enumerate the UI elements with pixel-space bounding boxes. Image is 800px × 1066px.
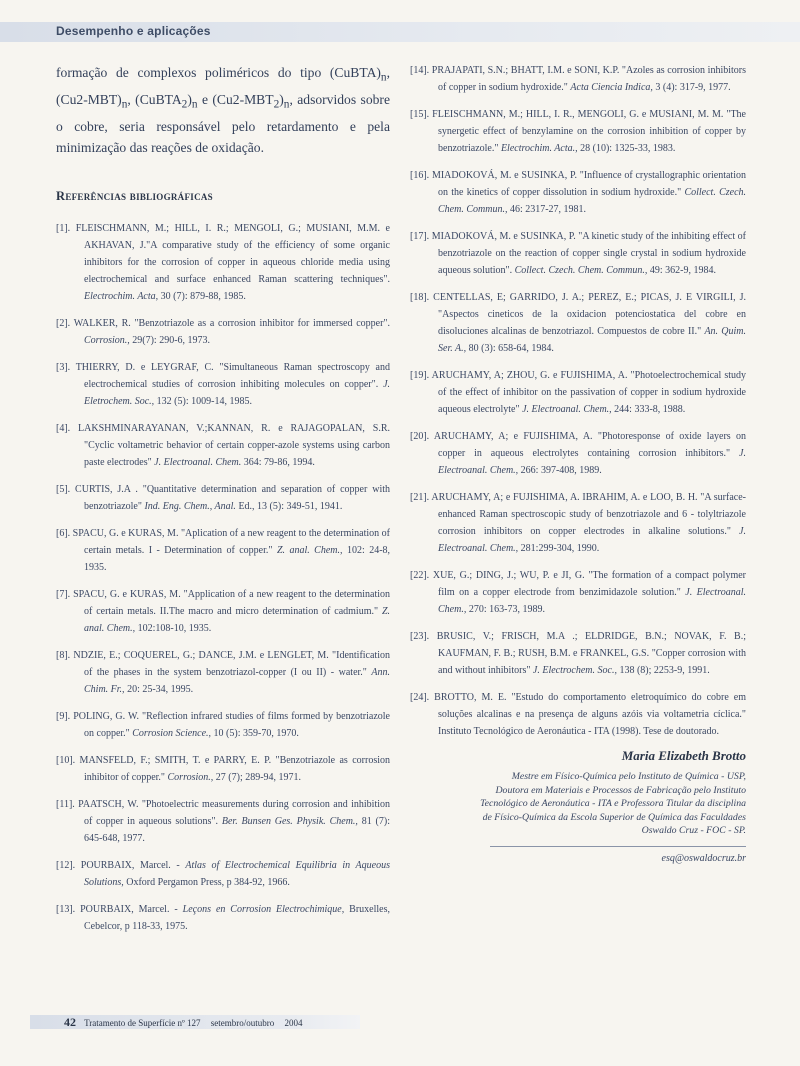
reference-text: [3]. THIERRY, D. e LEYGRAF, C. "Simultaneous Raman spectroscopy and electrochemical studies of corrosion inhibiting molecules on copper".: [56, 361, 390, 390]
page-number: 42: [64, 1015, 76, 1029]
reference-text: [15]. FLEISCHMANN, M.; HILL, I. R., MENGOLI, G. e MUSIANI, M. M. "The synergetic effect of benzylamine on the corrosion inhibition of copper by benzotriazole.": [410, 109, 746, 154]
author-credentials: [410, 770, 746, 838]
reference-details: 28 (10): 1325-33, 1983.: [577, 143, 676, 154]
reference-item: [56, 481, 390, 515]
reference-text: [12]. POURBAIX, Marcel. -: [56, 859, 180, 871]
left-column: [56, 62, 390, 945]
reference-details: 244: 333-8, 1988.: [611, 404, 686, 415]
reference-source: Ind. Eng. Chem., Anal.: [144, 500, 236, 512]
reference-text: [20]. ARUCHAMY, A; e FUJISHIMA, A. "Photoresponse of oxide layers on copper in aqueous electrolytes containing corrosion inhibitors.": [410, 431, 746, 459]
reference-item: [410, 567, 746, 618]
reference-source: J. Electrochem. Soc.,: [532, 665, 617, 676]
reference-text: [1]. FLEISCHMANN, M.; HILL, I. R.; MENGOLI, G.; MUSIANI, M.M. e AKHAVAN, J."A comparative study of the efficiency of some organic inhibitors for the corrosion of copper in aqueous chloride media using electrochemical and surface enhanced Raman scattering techniques".: [56, 222, 390, 285]
reference-details: 81 (7): 645-648, 1977.: [84, 815, 390, 844]
reference-item: [56, 220, 390, 305]
reference-text: [10]. MANSFELD, F.; SMITH, T. e PARRY, E. P. "Benzotriazole as corrosion inhibitor of copper.": [56, 754, 390, 783]
reference-details: 10 (5): 359-70, 1970.: [211, 727, 299, 739]
reference-item: [410, 689, 746, 740]
reference-source: Electrochim. Acta.,: [500, 143, 578, 154]
reference-source: Ber. Bunsen Ges. Physik. Chem.,: [221, 815, 358, 827]
reference-details: 29(7): 290-6, 1973.: [129, 334, 211, 346]
issue-period: setembro/outubro: [210, 1018, 275, 1028]
reference-source: An. Quim. Ser. A.,: [438, 326, 747, 354]
reference-details: 138 (8); 2253-9, 1991.: [616, 665, 710, 676]
reference-text: [16]. MIADOKOVÁ, M. e SUSINKA, P. "Influence of crystallographic orientation on the kinetics of copper dissolution in sodium hydroxide.": [410, 170, 746, 198]
reference-source: J. Electroanal. Chem.,: [438, 587, 746, 615]
reference-item: [410, 62, 746, 96]
reference-item: [56, 586, 390, 637]
reference-text: [5]. CURTIS, J.A . "Quantitative determination and separation of copper with benzotriazole": [56, 483, 390, 512]
reference-details: 20: 25-34, 1995.: [124, 683, 194, 695]
reference-text: [23]. BRUSIC, V.; FRISCH, M.A .; ELDRIDGE, B.N.; NOVAK, F. B.; KAUFMAN, F. B.; RUSH, B.M. e FRANKEL, G.S. "Copper corrosion with and without inhibitors": [410, 631, 746, 676]
reference-item: [56, 359, 390, 410]
reference-text: [14]. PRAJAPATI, S.N.; BHATT, I.M. e SONI, K.P. "Azoles as corrosion inhibitors of copper in sodium hydroxide.": [410, 65, 746, 93]
reference-source: J. Eletrochem. Soc.,: [84, 378, 391, 407]
reference-item: [410, 489, 746, 557]
reference-source: Z. anal. Chem.,: [276, 544, 343, 556]
author-email[interactable]: esq@oswaldocruz.br: [661, 852, 746, 864]
author-credential-line: Tecnológico de Aeronáutica - ITA e Professora Titular da disciplina: [480, 798, 746, 810]
reference-details: 49: 362-9, 1984.: [647, 265, 716, 276]
reference-item: [410, 428, 746, 479]
reference-source: Atlas of Electrochemical Equilibria in Aqueous Solutions,: [84, 859, 390, 888]
right-column: [410, 62, 746, 864]
author-credential-line: Oswaldo Cruz - FOC - SP.: [641, 825, 746, 837]
reference-text: [8]. NDZIE, E.; COQUEREL, G.; DANCE, J.M. e LENGLET, M. "Identification of the phases in the system benzotriazol-copper (I ou II) - water.": [56, 649, 390, 678]
reference-source: Leçons en Corrosion Electrochimique,: [182, 903, 345, 915]
reference-source: Corrosion.,: [84, 334, 130, 346]
reference-item: [410, 228, 746, 279]
issue-year: 2004: [284, 1018, 303, 1028]
reference-details: Bruxelles, Cebelcor, p 118-33, 1975.: [84, 903, 390, 932]
reference-source: Acta Ciencia Indica,: [570, 82, 653, 93]
reference-text: [6]. SPACU, G. e KURAS, M. "Aplication of a new reagent to the determination of certain metals. I - Determination of copper.": [56, 527, 390, 556]
reference-source: Collect. Czech. Chem. Commun.,: [438, 187, 747, 215]
reference-item: [410, 628, 746, 679]
reference-item: [410, 106, 746, 157]
reference-item: [56, 901, 390, 935]
reference-details: 132 (5): 1009-14, 1985.: [154, 395, 252, 407]
reference-item: [410, 167, 746, 218]
author-credential-line: Mestre em Físico-Química pelo Instituto de Química - USP,: [511, 771, 746, 782]
intro-paragraph: formação de complexos poliméricos do tipo $(CuBTA)_n$, $(Cu2-MBT)_n$, $(CuBTA_2)_n$ e $(Cu2-MBT_2)_n$, adsorvidos sobre o cobre, seria responsável pelo retardamento e pela minimização das reações de oxidação.: [56, 65, 390, 156]
reference-source: J. Electroanal. Chem.,: [522, 404, 612, 415]
section-title: Desempenho e aplicações: [56, 24, 211, 38]
reference-source: J. Electroanal. Chem.,: [438, 526, 746, 554]
reference-source: Electrochim. Acta,: [84, 290, 159, 302]
reference-details: Oxford Pergamon Press, p 384-92, 1966.: [123, 876, 290, 888]
reference-item: [56, 857, 390, 891]
reference-item: [56, 420, 390, 471]
reference-text: [4]. LAKSHMINARAYANAN, V.;KANNAN, R. e RAJAGOPALAN, S.R. "Cyclic voltametric behavior of certain copper-azole systems using carbon paste electrodes": [56, 422, 390, 468]
author-divider: [490, 846, 746, 847]
reference-item: [56, 796, 390, 847]
reference-item: [410, 367, 746, 418]
reference-text: [19]. ARUCHAMY, A; ZHOU, G. e FUJISHIMA, A. "Photoelectrochemical study of the effect of inhibitor on the passivation of copper in sodium hydroxide aqueous electrolyte": [410, 370, 746, 415]
journal-name: Tratamento de Superfície nº 127: [84, 1018, 201, 1028]
reference-text: [13]. POURBAIX, Marcel. -: [56, 903, 178, 915]
reference-text: [21]. ARUCHAMY, A; e FUJISHIMA, A. IBRAHIM, A. e LOO, B. H. "A surface-enhanced Raman spectroscopic study of benzotriazole and 6 - tolyltriazole corrosion inhibitors on copper electrodes in alkaline solutions.": [410, 492, 746, 537]
reference-text: [7]. SPACU, G. e KURAS, M. "Application of a new reagent to the determination of certain metals. II.The macro and micro determination of cadmium.": [56, 588, 390, 617]
reference-source: Corrosion Science.,: [132, 727, 212, 739]
reference-item: [56, 647, 390, 698]
reference-source: Collect. Czech. Chem. Commun.,: [514, 265, 648, 276]
reference-details: 364: 79-86, 1994.: [241, 456, 315, 468]
reference-source: J. Electroanal. Chem.: [154, 456, 242, 468]
reference-details: 46: 2317-27, 1981.: [507, 204, 587, 215]
reference-details: 3 (4): 317-9, 1977.: [652, 82, 731, 93]
references-heading: Referências bibliográficas: [56, 188, 213, 203]
reference-details: 281:299-304, 1990.: [518, 543, 600, 554]
author-credential-line: de Físico-Química da Escola Superior de Química das Faculdades: [482, 811, 746, 823]
reference-text: [24]. BROTTO, M. E. "Estudo do comportamento eletroquímico do cobre em soluções alcalinas e na presença de alguns azóis via voltametria cíclica." Instituto Tecnológico de Aeronáutica - ITA (1998). Tese de doutorado.: [410, 692, 746, 737]
reference-details: 102:108-10, 1935.: [135, 622, 212, 634]
reference-text: [18]. CENTELLAS, E; GARRIDO, J. A.; PEREZ, E.; PICAS, J. E VIRGILI, J. "Aspectos cineticos de la oxidacion potenciostatica del cobre en disoluciones alcalinas de benzotriazol. Compuestos de cobre II.": [410, 292, 746, 337]
references-list-right: [410, 62, 746, 740]
footer: [64, 1015, 311, 1030]
reference-source: J. Electroanal. Chem.,: [438, 448, 746, 476]
reference-details: 266: 397-408, 1989.: [518, 465, 602, 476]
reference-details: 102: 24-8, 1935.: [84, 544, 391, 573]
reference-item: [56, 708, 390, 742]
reference-details: Ed., 13 (5): 349-51, 1941.: [235, 500, 343, 512]
reference-text: [17]. MIADOKOVÁ, M. e SUSINKA, P. "A kinetic study of the inhibiting effect of benzotriazole on the reaction of copper single crystal in sodium hydroxide aqueous solution".: [410, 231, 746, 276]
reference-text: [9]. POLING, G. W. "Reflection infrared studies of films formed by benzotriazole on copper.": [56, 710, 390, 739]
reference-text: [22]. XUE, G.; DING, J.; WU, P. e JI, G. "The formation of a compact polymer film on a copper electrode from benzimidazole solution.": [410, 570, 746, 598]
reference-item: [410, 289, 746, 357]
reference-source: Z. anal. Chem.,: [84, 605, 390, 634]
author-block: [410, 748, 746, 864]
reference-item: [56, 525, 390, 576]
reference-details: 27 (7); 289-94, 1971.: [213, 771, 302, 783]
author-name: Maria Elizabeth Brotto: [621, 748, 746, 763]
reference-source: Corrosion.,: [167, 771, 214, 783]
author-credential-line: Doutora em Materiais e Processos de Fabricação pelo Instituto: [495, 784, 746, 796]
reference-text: [11]. PAATSCH, W. "Photoelectric measurements during corrosion and inhibition of copper in aqueous solutions".: [56, 798, 390, 827]
reference-details: 80 (3): 658-64, 1984.: [466, 343, 554, 354]
reference-details: 270: 163-73, 1989.: [466, 604, 545, 615]
reference-details: 30 (7): 879-88, 1985.: [158, 290, 246, 302]
reference-item: [56, 315, 390, 349]
reference-source: Ann. Chim. Fr.,: [84, 666, 391, 695]
references-list-left: [56, 220, 390, 935]
reference-text: [2]. WALKER, R. "Benzotriazole as a corrosion inhibitor for immersed copper".: [56, 317, 390, 329]
reference-item: [56, 752, 390, 786]
